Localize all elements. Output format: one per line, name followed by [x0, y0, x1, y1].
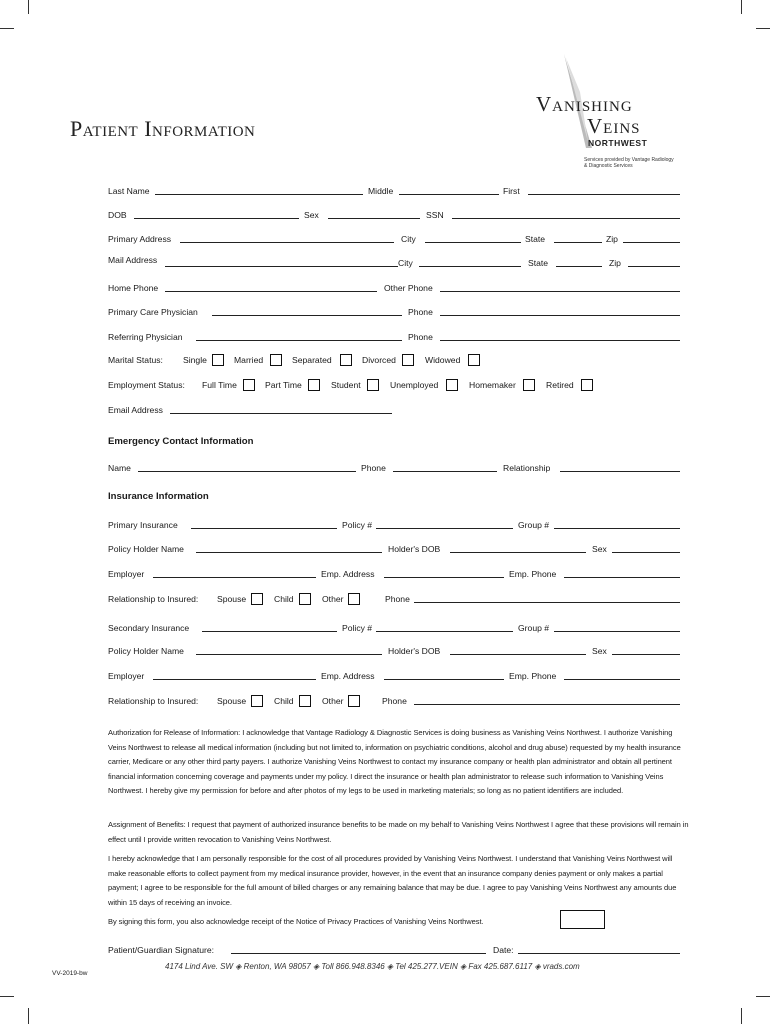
mail-state-field[interactable]: [556, 266, 602, 267]
referring-physician-field[interactable]: [196, 340, 402, 341]
child-checkbox[interactable]: [299, 593, 311, 605]
crop-mark: [0, 996, 14, 997]
other-phone-field[interactable]: [440, 291, 680, 292]
marital-option-label: Divorced: [362, 355, 396, 365]
emp-address-field[interactable]: [384, 577, 504, 578]
employer-field[interactable]: [153, 577, 316, 578]
child-label: Child: [274, 696, 294, 706]
policy-holder-row: [108, 541, 680, 555]
privacy-acknowledgement-initials-box[interactable]: [560, 910, 605, 929]
crop-mark: [756, 28, 770, 29]
relationship-to-insured-label: Relationship to Insured:: [108, 696, 199, 706]
home-phone-label: Home Phone: [108, 283, 159, 293]
sex-label: Sex: [592, 544, 607, 554]
signature-label: Patient/Guardian Signature:: [108, 945, 215, 955]
brand-name-line2: Veins: [587, 114, 641, 138]
emp-phone-label: Emp. Phone: [509, 671, 557, 681]
single-checkbox[interactable]: [212, 354, 224, 366]
policy-holder-name-label: Policy Holder Name: [108, 646, 184, 656]
dob-label: DOB: [108, 210, 127, 220]
retired-checkbox[interactable]: [581, 379, 593, 391]
secondary-policy-field[interactable]: [376, 631, 513, 632]
emergency-phone-label: Phone: [361, 463, 386, 473]
secondary-other-checkbox[interactable]: [348, 695, 360, 707]
emp-phone-field[interactable]: [564, 577, 680, 578]
other-phone-label: Other Phone: [384, 283, 433, 293]
middle-label: Middle: [368, 186, 394, 196]
sex-field[interactable]: [328, 218, 420, 219]
insured-phone-field[interactable]: [414, 602, 680, 603]
insurance-heading: Insurance Information: [108, 491, 209, 502]
relationship-label: Relationship: [503, 463, 551, 473]
relationship-to-insured-label: Relationship to Insured:: [108, 594, 199, 604]
last-name-field[interactable]: [155, 194, 363, 195]
crop-mark: [741, 0, 742, 14]
primary-policy-field[interactable]: [376, 528, 513, 529]
signature-row: [108, 942, 680, 956]
date-label: Date:: [493, 945, 514, 955]
primary-address-label: Primary Address: [108, 234, 172, 244]
brand-tagline: Services provided by Vantage Radiology: [584, 157, 674, 163]
state-label: State: [528, 258, 549, 268]
marital-option-label: Separated: [292, 355, 332, 365]
part-time-checkbox[interactable]: [308, 379, 320, 391]
employment-status-label: Employment Status:: [108, 380, 185, 390]
child-label: Child: [274, 594, 294, 604]
city-field[interactable]: [425, 242, 521, 243]
employer-label: Employer: [108, 569, 145, 579]
mail-zip-field[interactable]: [628, 266, 680, 267]
referring-physician-label: Referring Physician: [108, 332, 183, 342]
employment-option-label: Unemployed: [390, 380, 439, 390]
secondary-insured-phone-field[interactable]: [414, 704, 680, 705]
referring-physician-row: [108, 329, 680, 343]
ssn-label: SSN: [426, 210, 444, 220]
holders-dob-field[interactable]: [450, 552, 586, 553]
city-label: City: [401, 234, 416, 244]
separated-checkbox[interactable]: [340, 354, 352, 366]
crop-mark: [0, 28, 14, 29]
primary-care-physician-label: Primary Care Physician: [108, 307, 198, 317]
financial-responsibility-paragraph: I hereby acknowledge that I am personally responsible for the cost of all procedures provided by Vanishing Veins Northwest. I understand that Vanishing Veins Northwest will make reasonable efforts to collect payment from my medical insurance provider, however, in the event that an insurance company denies payment or only makes a partial payment; I agree to be responsible for the full amount of billed charges or any remaining balance that may be due. I agree to pay Vanishing Veins Northwest any amounts due within 15 days of receiving an invoice.: [108, 854, 677, 907]
primary-care-physician-field[interactable]: [212, 315, 402, 316]
employer-label: Employer: [108, 671, 145, 681]
secondary-employer-field[interactable]: [153, 679, 316, 680]
date-field[interactable]: [518, 953, 680, 954]
mail-address-field[interactable]: [165, 266, 398, 267]
primary-insurance-label: Primary Insurance: [108, 520, 178, 530]
phone-label: Phone: [408, 332, 433, 342]
footer-contact-info: 4174 Lind Ave. SW ◈ Renton, WA 98057 ◈ Toll 866.948.8346 ◈ Tel 425.277.VEIN ◈ Fax 425.687.6117 ◈ vrads.com: [165, 962, 580, 971]
secondary-policy-holder-name-field[interactable]: [196, 654, 382, 655]
secondary-group-field[interactable]: [554, 631, 680, 632]
emp-address-label: Emp. Address: [321, 569, 375, 579]
primary-address-row: [108, 231, 680, 245]
policy-number-label: Policy #: [342, 520, 373, 530]
crop-mark: [741, 1008, 742, 1024]
zip-label: Zip: [606, 234, 618, 244]
policy-holder-name-field[interactable]: [196, 552, 382, 553]
name-row: [108, 183, 680, 197]
dob-field[interactable]: [134, 218, 299, 219]
primary-care-phone-field[interactable]: [440, 315, 680, 316]
secondary-emp-address-field[interactable]: [384, 679, 504, 680]
phone-label: Phone: [382, 696, 407, 706]
brand-name-line3: NORTHWEST: [588, 138, 648, 148]
mail-address-row: [108, 255, 680, 269]
relationship-insured-row: [108, 591, 680, 605]
brand-name-line1: Vanishing: [536, 92, 633, 116]
secondary-insurance-field[interactable]: [202, 631, 337, 632]
marital-option-label: Widowed: [425, 355, 461, 365]
last-name-label: Last Name: [108, 186, 150, 196]
secondary-insurance-row: [108, 620, 680, 634]
secondary-relationship-insured-row: [108, 693, 680, 707]
zip-label: Zip: [609, 258, 621, 268]
assignment-of-benefits-paragraph: Assignment of Benefits: I request that payment of authorized insurance benefits to be made on my behalf to Vanishing Veins Northwest I agree that these provisions will remain in effect until I provide written revocation to Vanishing Veins Northwest.: [108, 820, 689, 844]
other-label: Other: [322, 594, 344, 604]
marital-status-label: Marital Status:: [108, 355, 163, 365]
first-name-field[interactable]: [528, 194, 680, 195]
emergency-relationship-field[interactable]: [560, 471, 680, 472]
city-label: City: [398, 258, 413, 268]
signature-field[interactable]: [231, 953, 486, 954]
primary-care-row: [108, 304, 680, 318]
ssn-field[interactable]: [452, 218, 680, 219]
spouse-checkbox[interactable]: [251, 593, 263, 605]
holder-sex-field[interactable]: [612, 552, 680, 553]
employment-status-row: [108, 377, 680, 391]
mail-address-label: Mail Address: [108, 255, 158, 265]
primary-insurance-row: [108, 517, 680, 531]
marital-status-row: [108, 352, 680, 366]
first-label: First: [503, 186, 520, 196]
authorization-paragraph: Authorization for Release of Information: I acknowledge that Vantage Radiology & Diagnostic Services is doing business as Vanishing Veins Northwest. I authorize Vanishing Veins Northwest to release all medical information (including but not limited to, information on psychiatric conditions, alcohol and drug abuse) requested by my health insurance carrier, Medicare or any other third party payers. I authorize Vanishing Veins Northwest to contact my insurance company or health plan administrator and obtain all pertinent financial information concerning coverage and payments under my policy. I direct the insurance or health plan administrator to release such information to Vanishing Veins Northwest. I hereby give my permission for before and after photos of my legs to be used in marketing materials; so long as no patient identifiers are included.: [108, 728, 681, 795]
email-row: [108, 402, 680, 416]
widowed-checkbox[interactable]: [468, 354, 480, 366]
home-phone-field[interactable]: [165, 291, 377, 292]
policy-number-label: Policy #: [342, 623, 373, 633]
student-checkbox[interactable]: [367, 379, 379, 391]
sex-label: Sex: [304, 210, 319, 220]
emergency-name-field[interactable]: [138, 471, 356, 472]
holders-dob-label: Holder's DOB: [388, 646, 441, 656]
page-title: Patient Information: [70, 116, 256, 141]
married-checkbox[interactable]: [270, 354, 282, 366]
primary-insurance-field[interactable]: [191, 528, 337, 529]
emergency-name-label: Name: [108, 463, 131, 473]
phone-label: Phone: [385, 594, 410, 604]
emergency-contact-heading: Emergency Contact Information: [108, 436, 254, 447]
marital-option-label: Single: [183, 355, 207, 365]
crop-mark: [756, 996, 770, 997]
marital-option-label: Married: [234, 355, 264, 365]
secondary-insurance-label: Secondary Insurance: [108, 623, 190, 633]
sex-label: Sex: [592, 646, 607, 656]
privacy-notice-paragraph: By signing this form, you also acknowledge receipt of the Notice of Privacy Practices of Vanishing Veins Northwest.: [108, 917, 484, 926]
emergency-contact-row: [108, 460, 680, 474]
employer-row: [108, 566, 680, 580]
email-address-label: Email Address: [108, 405, 163, 415]
state-field[interactable]: [554, 242, 602, 243]
primary-group-field[interactable]: [554, 528, 680, 529]
email-address-field[interactable]: [170, 413, 392, 414]
divorced-checkbox[interactable]: [402, 354, 414, 366]
secondary-policy-holder-row: [108, 643, 680, 657]
mail-city-field[interactable]: [419, 266, 521, 267]
emp-address-label: Emp. Address: [321, 671, 375, 681]
secondary-holders-dob-field[interactable]: [450, 654, 586, 655]
state-label: State: [525, 234, 546, 244]
group-number-label: Group #: [518, 520, 550, 530]
employment-option-label: Part Time: [265, 380, 302, 390]
home-phone-row: [108, 280, 680, 294]
emergency-phone-field[interactable]: [393, 471, 497, 472]
group-number-label: Group #: [518, 623, 550, 633]
zip-field[interactable]: [623, 242, 680, 243]
dob-row: [108, 207, 680, 221]
crop-mark: [28, 1008, 29, 1024]
employment-option-label: Student: [331, 380, 361, 390]
form-code: VV-2019-bw: [52, 970, 88, 977]
other-label: Other: [322, 696, 344, 706]
holders-dob-label: Holder's DOB: [388, 544, 441, 554]
homemaker-checkbox[interactable]: [523, 379, 535, 391]
secondary-holder-sex-field[interactable]: [612, 654, 680, 655]
secondary-spouse-checkbox[interactable]: [251, 695, 263, 707]
primary-address-field[interactable]: [180, 242, 394, 243]
policy-holder-name-label: Policy Holder Name: [108, 544, 184, 554]
employment-option-label: Homemaker: [469, 380, 516, 390]
crop-mark: [28, 0, 29, 14]
employment-option-label: Retired: [546, 380, 574, 390]
other-checkbox[interactable]: [348, 593, 360, 605]
unemployed-checkbox[interactable]: [446, 379, 458, 391]
referring-phone-field[interactable]: [440, 340, 680, 341]
emp-phone-label: Emp. Phone: [509, 569, 557, 579]
phone-label: Phone: [408, 307, 433, 317]
secondary-employer-row: [108, 668, 680, 682]
brand-tagline: & Diagnostic Services: [584, 163, 633, 169]
secondary-child-checkbox[interactable]: [299, 695, 311, 707]
middle-field[interactable]: [399, 194, 499, 195]
employment-option-label: Full Time: [202, 380, 237, 390]
full-time-checkbox[interactable]: [243, 379, 255, 391]
secondary-emp-phone-field[interactable]: [564, 679, 680, 680]
spouse-label: Spouse: [217, 696, 247, 706]
spouse-label: Spouse: [217, 594, 247, 604]
